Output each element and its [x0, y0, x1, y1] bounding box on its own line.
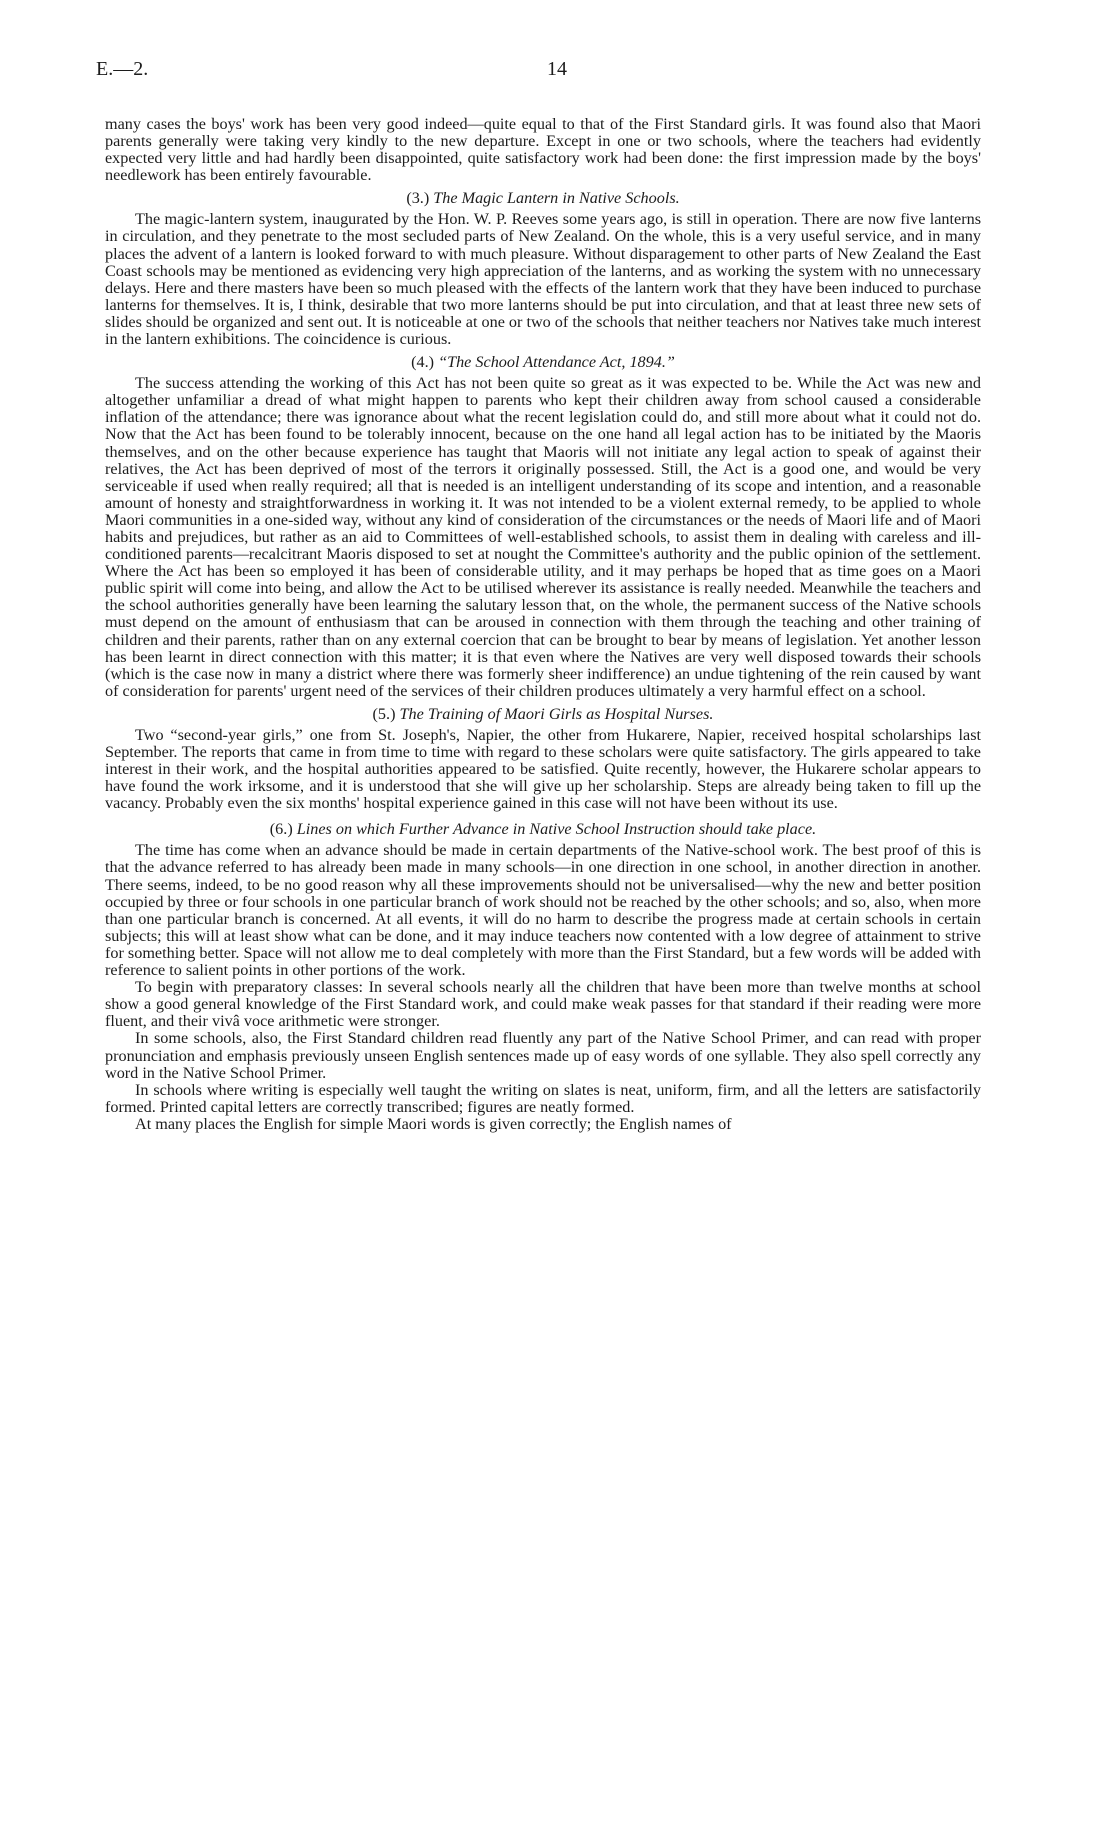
body-paragraph: In some schools, also, the First Standard children read fluently any part of the Native School Primer, and can read with proper pronunciation and emphasis previously unseen English sentences made up of easy words of one syllable. They also spell correctly any word in the Native School Primer. — [105, 1029, 981, 1082]
page-number: 14 — [547, 58, 567, 80]
body-paragraph: many cases the boys' work has been very good indeed—quite equal to that of the First Standard girls. It was found also that Maori parents generally were taking very kindly to the new departure. Except in one or two schools, where the teachers had evidently expected very little and had hardly been disappointed, quite satisfactory work had been done: the first impression made by the boys' needlework has been entirely favourable. — [105, 115, 981, 185]
section-heading — [105, 820, 981, 838]
body-paragraph: Two “second-year girls,” one from St. Joseph's, Napier, the other from Hukarere, Napier, received hospital scholarships last September. The reports that came in from time to time with regard to these scholars were quite satisfactory. The girls appeared to take interest in their work, and the hospital authorities appeared to be satisfied. Quite recently, however, the Hukarere scholar appears to have found the work irksome, and it is understood that she will give up her scholarship. Steps are already being taken to fill up the vacancy. Probably even the six months' hospital experience gained in this case will not have been without its use. — [105, 725, 981, 813]
page-header — [96, 58, 1018, 84]
document-body — [105, 116, 981, 1133]
document-reference: E.—2. — [96, 58, 149, 80]
section-heading — [105, 353, 981, 371]
section-title: The Magic Lantern in Native Schools. — [433, 189, 680, 208]
section-number: (6.) — [269, 820, 293, 839]
body-paragraph: At many places the English for simple Maori words is given correctly; the English names of — [135, 1114, 732, 1133]
section-heading — [105, 189, 981, 207]
section-number: (5.) — [372, 704, 396, 723]
body-paragraph: The success attending the working of this Act has not been quite so great as it was expected to be. While the Act was new and altogether unfamiliar a dread of what might happen to parents who kept their children away from school caused a considerable inflation of the attendance; there was ignorance about what the recent legislation could do, and still more about what it could not do. Now that the Act has been found to be tolerably innocent, because on the one hand all legal action has to be initiated by the Maoris themselves, and on the other because experience has taught that Maoris will not initiate any legal action to speak of against their relatives, the Act has been deprived of most of the terrors it originally possessed. Still, the Act is a good one, and would be very serviceable if used when really required; all that is needed is an intelligent understanding of its scope and intention, and a reasonable amount of honesty and straightforwardness in working it. It was not intended to be a violent external remedy, to be applied to whole Maori communities in a one-sided way, without any kind of consideration of the circumstances or the needs of Maori life and of Maori habits and prejudices, but rather as an aid to Committees of well-established schools, to assist them in dealing with careless and ill-conditioned parents—recalcitrant Maoris disposed to set at nought the Committee's authority and the public opinion of the settlement. Where the Act has been so employed it has been of considerable utility, and it may perhaps be hoped that as time goes on a Maori public spirit will come into being, and allow the Act to be utilised wherever its assistance is really needed. Meanwhile the teachers and the school authorities generally have been learning the salutary lesson that, on the whole, the permanent success of the Native schools must depend on the amount of enthusiasm that can be aroused in connection with them through the teaching and other training of children and their parents, rather than on any external coercion that can be brought to bear by means of legislation. Yet another lesson has been learnt in direct connection with this matter; it is that even where the Natives are very well disposed towards their schools (which is the case now in many a district where there was formerly sheer indifference) an undue tightening of the rein caused by want of consideration for parents' urgent need of the services of their children produces ultimately a very harmful effect on a school. — [105, 374, 981, 700]
section-number: (4.) — [411, 353, 435, 372]
section-title: “The School Attendance Act, 1894.” — [438, 353, 675, 372]
section-title: Lines on which Further Advance in Native School Instruction should take place. — [296, 820, 817, 839]
body-paragraph: The magic-lantern system, inaugurated by the Hon. W. P. Reeves some years ago, is still in operation. There are now five lanterns in circulation, and they penetrate to the most secluded parts of New Zealand. On the whole, this is a very useful service, and in many places the advent of a lantern is looked forward to with much pleasure. Without disparagement to other parts of New Zealand the East Coast schools may be mentioned as evidencing very high appreciation of the lanterns, and as working the system with no unnecessary delays. Here and there masters have been so much pleased with the effects of the lantern work that they have been induced to purchase lanterns for themselves. It is, I think, desirable that two more lanterns should be put into circulation, and that at least three new sets of slides should be organized and sent out. It is noticeable at one or two of the schools that neither teachers nor Natives take much interest in the lantern exhibitions. The coincidence is curious. — [105, 210, 981, 349]
section-heading — [105, 705, 981, 723]
section-number: (3.) — [406, 189, 430, 208]
body-paragraph: To begin with preparatory classes: In several schools nearly all the children that have been more than twelve months at school show a good general knowledge of the First Standard work, and could make weak passes for that standard if their reading were more fluent, and their vivâ voce arithmetic were stronger. — [105, 978, 981, 1031]
section-title: The Training of Maori Girls as Hospital Nurses. — [399, 704, 714, 723]
body-paragraph: The time has come when an advance should be made in certain departments of the Native-school work. The best proof of this is that the advance referred to has already been made in many schools—in one direction in one school, in another direction in another. There seems, indeed, to be no good reason why all these improvements should not be universalised—why the new and better position occupied by three or four schools in one particular branch of work should not be reached by the other schools; and so, also, when more than one particular branch is concerned. At all events, it will do no harm to describe the progress made at certain schools in certain subjects; this will at least show what can be done, and it may induce teachers now contented with a low degree of attainment to strive for something better. Space will not allow me to deal completely with more than the First Standard, but a few words will be added with reference to salient points in other portions of the work. — [105, 841, 981, 980]
body-paragraph: In schools where writing is especially well taught the writing on slates is neat, uniform, firm, and all the letters are satisfactorily formed. Printed capital letters are correctly transcribed; figures are neatly formed. — [105, 1080, 981, 1116]
